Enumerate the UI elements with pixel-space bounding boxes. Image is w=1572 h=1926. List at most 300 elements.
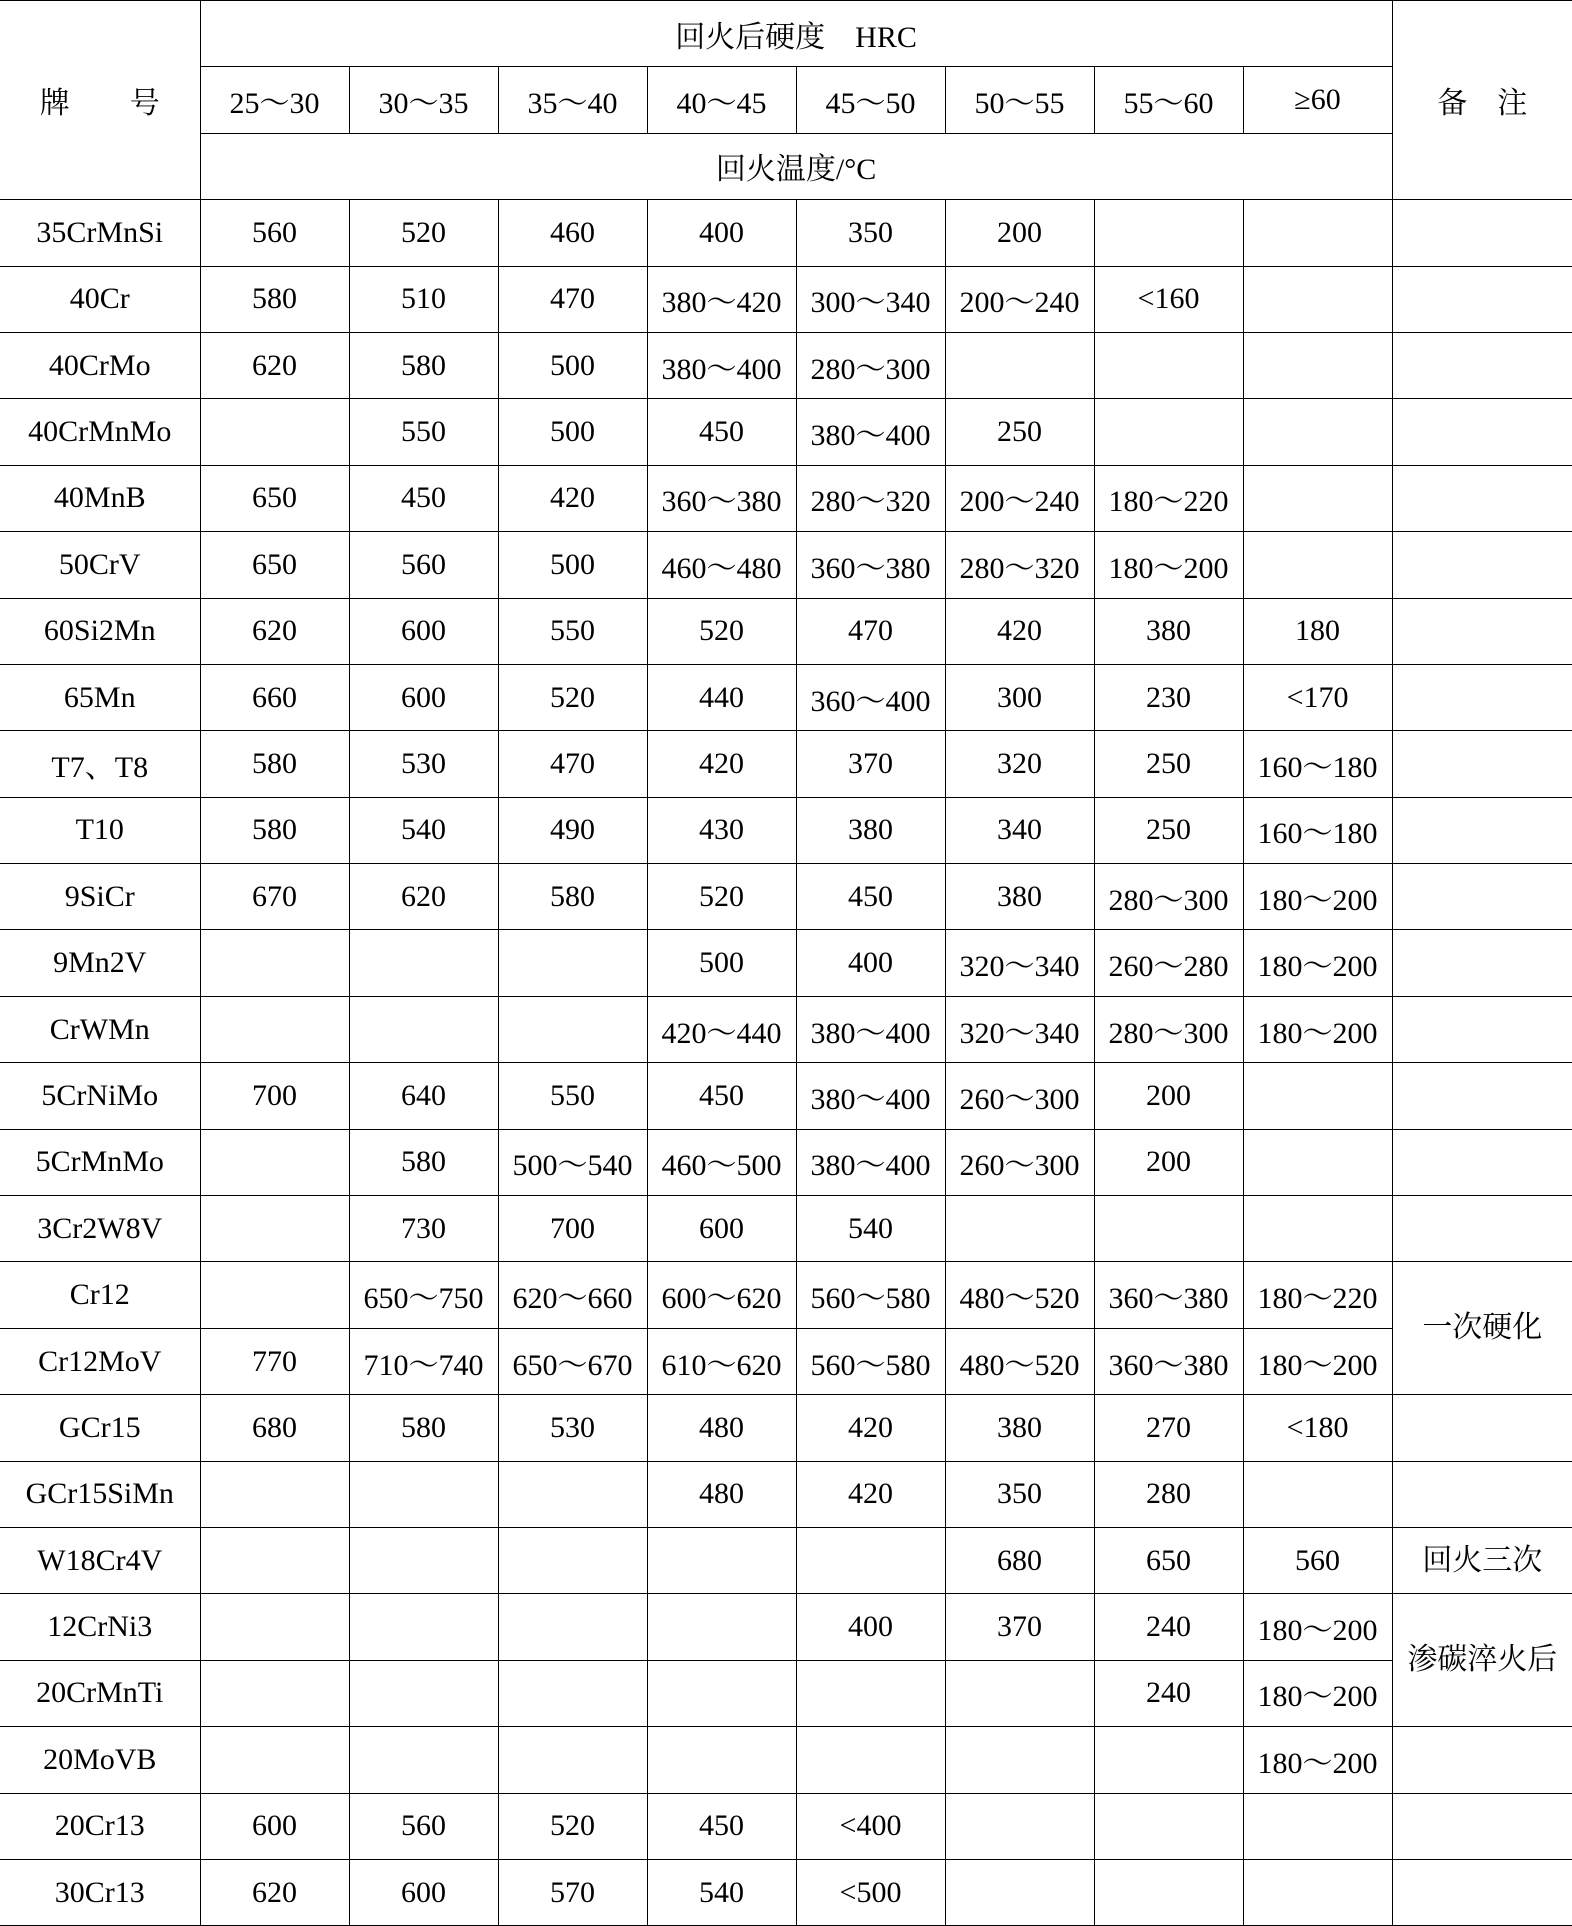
temperature-cell: 370: [796, 731, 945, 797]
remark-cell: [1392, 1727, 1572, 1793]
temperature-cell: [498, 1594, 647, 1660]
temperature-cell: 180～200: [1094, 532, 1243, 598]
grade-cell: T10: [0, 797, 200, 863]
temperature-cell: 380: [945, 1395, 1094, 1461]
remark-cell: [1392, 930, 1572, 996]
temperature-cell: 500: [498, 532, 647, 598]
temperature-cell: 520: [647, 864, 796, 930]
remark-cell: [1392, 664, 1572, 730]
header-row-1: [0, 1, 1572, 67]
grade-cell: 20CrMnTi: [0, 1660, 200, 1726]
temperature-cell: 200～240: [945, 266, 1094, 332]
temperature-cell: 530: [498, 1395, 647, 1461]
remark-cell: 回火三次: [1392, 1527, 1572, 1593]
temperature-cell: 620～660: [498, 1262, 647, 1328]
table-row: [0, 266, 1572, 332]
temperature-cell: 320: [945, 731, 1094, 797]
temperature-cell: 540: [349, 797, 498, 863]
temperature-cell: 440: [647, 664, 796, 730]
hardness-range-header: ≥60: [1243, 67, 1392, 133]
temperature-cell: [1094, 200, 1243, 266]
temperature-cell: [349, 930, 498, 996]
remark-cell: [1392, 996, 1572, 1062]
remark-cell: [1392, 465, 1572, 531]
temperature-cell: 700: [200, 1063, 349, 1129]
table-row: [0, 1727, 1572, 1793]
temperature-cell: [1243, 532, 1392, 598]
temperature-cell: 620: [200, 332, 349, 398]
table-row: [0, 1063, 1572, 1129]
temperature-cell: 560～580: [796, 1262, 945, 1328]
temperature-cell: 380: [1094, 598, 1243, 664]
temperature-cell: 540: [796, 1196, 945, 1262]
table-row: [0, 664, 1572, 730]
temperature-cell: 500: [498, 399, 647, 465]
temperature-cell: [647, 1527, 796, 1593]
grade-cell: 40Cr: [0, 266, 200, 332]
temperature-cell: 660: [200, 664, 349, 730]
temperature-cell: [200, 1129, 349, 1195]
temperature-cell: <500: [796, 1859, 945, 1925]
temperature-cell: 650: [200, 465, 349, 531]
temperature-cell: <160: [1094, 266, 1243, 332]
temperature-cell: 200: [1094, 1063, 1243, 1129]
temperature-cell: [200, 1196, 349, 1262]
temperature-cell: 500: [647, 930, 796, 996]
temperature-cell: 650: [1094, 1527, 1243, 1593]
hardness-range-header: 55～60: [1094, 67, 1243, 133]
temperature-cell: [1094, 1793, 1243, 1859]
temperature-cell: [1243, 399, 1392, 465]
temperature-cell: 180～200: [1243, 1727, 1392, 1793]
temperature-cell: [200, 930, 349, 996]
temperature-cell: 470: [796, 598, 945, 664]
temperature-cell: 250: [1094, 731, 1243, 797]
temperature-cell: 160～180: [1243, 731, 1392, 797]
table-row: [0, 1594, 1572, 1660]
temperature-cell: 650～750: [349, 1262, 498, 1328]
temperature-cell: 420: [945, 598, 1094, 664]
temperature-cell: 480～520: [945, 1262, 1094, 1328]
grade-cell: 50CrV: [0, 532, 200, 598]
temperature-cell: 470: [498, 731, 647, 797]
temperature-cell: [945, 1660, 1094, 1726]
table-row: [0, 930, 1572, 996]
grade-cell: CrWMn: [0, 996, 200, 1062]
remark-cell: [1392, 1063, 1572, 1129]
temperature-cell: [1243, 465, 1392, 531]
table-row: [0, 1660, 1572, 1726]
table-row: [0, 399, 1572, 465]
temperature-cell: 510: [349, 266, 498, 332]
temperature-cell: [200, 1594, 349, 1660]
temperature-cell: 420～440: [647, 996, 796, 1062]
temperature-cell: 180～200: [1243, 996, 1392, 1062]
temperature-cell: 250: [945, 399, 1094, 465]
table-row: [0, 797, 1572, 863]
grade-cell: 5CrMnMo: [0, 1129, 200, 1195]
temperature-cell: 600: [200, 1793, 349, 1859]
temperature-cell: 450: [647, 399, 796, 465]
temperature-cell: 550: [498, 1063, 647, 1129]
temperature-cell: 560: [200, 200, 349, 266]
temperature-cell: 380～400: [647, 332, 796, 398]
grade-cell: 60Si2Mn: [0, 598, 200, 664]
temperature-cell: 580: [349, 1395, 498, 1461]
temperature-cell: 470: [498, 266, 647, 332]
temperature-cell: [1094, 332, 1243, 398]
temperature-cell: 160～180: [1243, 797, 1392, 863]
temperature-cell: [945, 1859, 1094, 1925]
temperature-cell: 550: [349, 399, 498, 465]
temperature-cell: [945, 1196, 1094, 1262]
temperature-cell: 270: [1094, 1395, 1243, 1461]
grade-cell: Cr12MoV: [0, 1328, 200, 1394]
temperature-cell: 600: [647, 1196, 796, 1262]
table-row: [0, 1793, 1572, 1859]
temperature-cell: 200～240: [945, 465, 1094, 531]
temperature-cell: 580: [200, 797, 349, 863]
remark-cell: [1392, 598, 1572, 664]
temperature-cell: 730: [349, 1196, 498, 1262]
temperature-cell: [1243, 266, 1392, 332]
temperature-cell: [1094, 1727, 1243, 1793]
remark-cell: [1392, 1129, 1572, 1195]
temperature-cell: [1243, 1196, 1392, 1262]
temperature-cell: 620: [349, 864, 498, 930]
remark-cell: [1392, 797, 1572, 863]
temperature-cell: 380～420: [647, 266, 796, 332]
temperature-cell: 180～200: [1243, 930, 1392, 996]
temperature-cell: 520: [647, 598, 796, 664]
hardness-range-header: 45～50: [796, 67, 945, 133]
temperature-cell: [498, 1660, 647, 1726]
table-row: [0, 996, 1572, 1062]
grade-cell: 35CrMnSi: [0, 200, 200, 266]
temperature-cell: 350: [945, 1461, 1094, 1527]
grade-cell: T7、T8: [0, 731, 200, 797]
hardness-group-header: 回火后硬度 HRC: [200, 1, 1392, 67]
temperature-cell: 180～200: [1243, 1660, 1392, 1726]
temperature-cell: 250: [1094, 797, 1243, 863]
temperature-cell: 490: [498, 797, 647, 863]
table-row: [0, 1196, 1572, 1262]
temperature-cell: [1243, 1793, 1392, 1859]
temperature-cell: 360～380: [1094, 1328, 1243, 1394]
temperature-cell: 360～400: [796, 664, 945, 730]
table-row: [0, 731, 1572, 797]
temperature-cell: [796, 1527, 945, 1593]
grade-cell: 3Cr2W8V: [0, 1196, 200, 1262]
temperature-cell: <180: [1243, 1395, 1392, 1461]
temperature-cell: [498, 996, 647, 1062]
grade-cell: 65Mn: [0, 664, 200, 730]
temperature-cell: [1243, 1129, 1392, 1195]
temperature-cell: 560: [1243, 1527, 1392, 1593]
temperature-cell: [498, 1461, 647, 1527]
grade-cell: 30Cr13: [0, 1859, 200, 1925]
temperature-cell: 340: [945, 797, 1094, 863]
remark-cell: [1392, 332, 1572, 398]
temperature-cell: [498, 1727, 647, 1793]
table-row: [0, 200, 1572, 266]
temperature-cell: 230: [1094, 664, 1243, 730]
temperature-cell: 380～400: [796, 399, 945, 465]
temperature-cell: 700: [498, 1196, 647, 1262]
temperature-cell: 560: [349, 532, 498, 598]
temperature-cell: 580: [349, 332, 498, 398]
temperature-cell: <170: [1243, 664, 1392, 730]
hardness-range-header: 50～55: [945, 67, 1094, 133]
temperature-cell: 520: [498, 1793, 647, 1859]
temperature-cell: 460: [498, 200, 647, 266]
temperature-cell: 280～320: [796, 465, 945, 531]
temperature-cell: 280～300: [1094, 864, 1243, 930]
temperature-cell: 480: [647, 1461, 796, 1527]
temperature-cell: 600～620: [647, 1262, 796, 1328]
temperature-cell: 400: [647, 200, 796, 266]
hardness-range-header: 25～30: [200, 67, 349, 133]
temperature-cell: 540: [647, 1859, 796, 1925]
temperature-cell: 400: [796, 1594, 945, 1660]
grade-cell: Cr12: [0, 1262, 200, 1328]
temperature-cell: [796, 1727, 945, 1793]
temperature-cell: [200, 1461, 349, 1527]
temperature-cell: 580: [498, 864, 647, 930]
temperature-cell: 650: [200, 532, 349, 598]
temperature-cell: 560～580: [796, 1328, 945, 1394]
temperature-cell: 350: [796, 200, 945, 266]
temperature-cell: 460～500: [647, 1129, 796, 1195]
temperature-cell: 560: [349, 1793, 498, 1859]
temperature-cell: [1094, 1859, 1243, 1925]
table-row: [0, 1328, 1572, 1394]
grade-cell: 9Mn2V: [0, 930, 200, 996]
temperature-cell: [200, 1727, 349, 1793]
temperature-cell: 520: [349, 200, 498, 266]
header-row-3: [0, 133, 1572, 199]
remark-cell: [1392, 731, 1572, 797]
temperature-cell: [200, 996, 349, 1062]
temperature-cell: [1243, 1461, 1392, 1527]
temperature-cell: 320～340: [945, 996, 1094, 1062]
temperature-cell: [647, 1594, 796, 1660]
temperature-cell: [349, 1727, 498, 1793]
remark-cell: [1392, 1461, 1572, 1527]
temperature-cell: 680: [200, 1395, 349, 1461]
temperature-cell: 420: [796, 1461, 945, 1527]
grade-cell: 12CrNi3: [0, 1594, 200, 1660]
temperature-cell: 380: [796, 797, 945, 863]
hardness-range-header: 35～40: [498, 67, 647, 133]
grade-cell: 20MoVB: [0, 1727, 200, 1793]
temperature-cell: 360～380: [796, 532, 945, 598]
header-row-2: [0, 67, 1572, 133]
temperature-cell: 500～540: [498, 1129, 647, 1195]
temperature-cell: [647, 1727, 796, 1793]
table-row: [0, 1262, 1572, 1328]
temperature-cell: [1243, 332, 1392, 398]
temperature-cell: [498, 1527, 647, 1593]
temperature-cell: 650～670: [498, 1328, 647, 1394]
remark-cell: [1392, 1859, 1572, 1925]
temperature-cell: 770: [200, 1328, 349, 1394]
temperature-cell: 320～340: [945, 930, 1094, 996]
remark-cell: [1392, 399, 1572, 465]
temperature-cell: 260～280: [1094, 930, 1243, 996]
temperature-cell: [349, 1660, 498, 1726]
temperature-cell: 620: [200, 598, 349, 664]
temperature-cell: 360～380: [647, 465, 796, 531]
table-row: [0, 1859, 1572, 1925]
temperature-cell: 280～300: [796, 332, 945, 398]
temperature-cell: [1094, 1196, 1243, 1262]
temperature-cell: 400: [796, 930, 945, 996]
table-row: [0, 465, 1572, 531]
temperature-cell: [1094, 399, 1243, 465]
temperature-header: 回火温度/°C: [200, 133, 1392, 199]
table-row: [0, 1461, 1572, 1527]
table-body: [0, 200, 1572, 1926]
temperature-cell: 620: [200, 1859, 349, 1925]
temperature-cell: 380: [945, 864, 1094, 930]
temperature-cell: 380～400: [796, 1129, 945, 1195]
grade-cell: W18Cr4V: [0, 1527, 200, 1593]
temperature-cell: 180: [1243, 598, 1392, 664]
temperature-cell: [200, 1262, 349, 1328]
temperature-cell: 380～400: [796, 996, 945, 1062]
temperature-cell: 570: [498, 1859, 647, 1925]
temperature-cell: 580: [200, 731, 349, 797]
remarks-header: 备 注: [1392, 1, 1572, 200]
temperature-cell: 670: [200, 864, 349, 930]
temperature-cell: 240: [1094, 1660, 1243, 1726]
temperature-cell: [945, 332, 1094, 398]
temperature-cell: 480～520: [945, 1328, 1094, 1394]
temperature-cell: 300: [945, 664, 1094, 730]
temperature-cell: [200, 1660, 349, 1726]
grade-cell: 20Cr13: [0, 1793, 200, 1859]
grade-cell: GCr15: [0, 1395, 200, 1461]
temperature-cell: 260～300: [945, 1129, 1094, 1195]
temperature-cell: 360～380: [1094, 1262, 1243, 1328]
temperature-cell: 420: [647, 731, 796, 797]
temperature-cell: [945, 1793, 1094, 1859]
grade-cell: GCr15SiMn: [0, 1461, 200, 1527]
hardness-range-header: 30～35: [349, 67, 498, 133]
table-row: [0, 1395, 1572, 1461]
temperature-cell: 600: [349, 1859, 498, 1925]
temperature-cell: 420: [796, 1395, 945, 1461]
temperature-cell: [647, 1660, 796, 1726]
remark-cell: 渗碳淬火后: [1392, 1594, 1572, 1727]
temperature-cell: 580: [200, 266, 349, 332]
temperature-cell: 600: [349, 664, 498, 730]
temperature-cell: 430: [647, 797, 796, 863]
remark-cell: 一次硬化: [1392, 1262, 1572, 1395]
temperature-cell: <400: [796, 1793, 945, 1859]
temperature-cell: 550: [498, 598, 647, 664]
table-row: [0, 1527, 1572, 1593]
temperature-cell: [349, 1594, 498, 1660]
table-row: [0, 864, 1572, 930]
temperature-cell: 420: [498, 465, 647, 531]
grade-cell: 40CrMo: [0, 332, 200, 398]
temperature-cell: 180～200: [1243, 1594, 1392, 1660]
table-row: [0, 598, 1572, 664]
temperature-cell: 610～620: [647, 1328, 796, 1394]
grade-cell: 5CrNiMo: [0, 1063, 200, 1129]
temperature-cell: [1243, 1063, 1392, 1129]
temperature-cell: 580: [349, 1129, 498, 1195]
remark-cell: [1392, 200, 1572, 266]
grade-cell: 40CrMnMo: [0, 399, 200, 465]
table-row: [0, 332, 1572, 398]
hardness-range-header: 40～45: [647, 67, 796, 133]
remark-cell: [1392, 1793, 1572, 1859]
temperature-cell: 500: [498, 332, 647, 398]
remark-cell: [1392, 1196, 1572, 1262]
temperature-cell: [945, 1727, 1094, 1793]
temperature-cell: [1243, 1859, 1392, 1925]
temperature-cell: [200, 1527, 349, 1593]
temperature-cell: 240: [1094, 1594, 1243, 1660]
table-row: [0, 532, 1572, 598]
temperature-cell: [349, 1527, 498, 1593]
temperature-cell: [200, 399, 349, 465]
remark-cell: [1392, 532, 1572, 598]
temperature-cell: 450: [349, 465, 498, 531]
temperature-cell: 280: [1094, 1461, 1243, 1527]
temperature-cell: 380～400: [796, 1063, 945, 1129]
temperature-cell: 260～300: [945, 1063, 1094, 1129]
temperature-cell: 450: [647, 1063, 796, 1129]
temperature-cell: 200: [945, 200, 1094, 266]
temperature-cell: 180～200: [1243, 864, 1392, 930]
temperature-cell: 180～200: [1243, 1328, 1392, 1394]
temperature-cell: 450: [796, 864, 945, 930]
grade-cell: 9SiCr: [0, 864, 200, 930]
temperature-cell: 300～340: [796, 266, 945, 332]
grade-cell: 40MnB: [0, 465, 200, 531]
remark-cell: [1392, 864, 1572, 930]
temperature-cell: 710～740: [349, 1328, 498, 1394]
temperature-cell: [796, 1660, 945, 1726]
temperature-cell: 520: [498, 664, 647, 730]
temperature-cell: [1243, 200, 1392, 266]
temperature-cell: [349, 1461, 498, 1527]
temperature-cell: 600: [349, 598, 498, 664]
temperature-cell: 450: [647, 1793, 796, 1859]
temperature-cell: [498, 930, 647, 996]
remark-cell: [1392, 1395, 1572, 1461]
temperature-cell: 280～320: [945, 532, 1094, 598]
temperature-cell: 370: [945, 1594, 1094, 1660]
remark-cell: [1392, 266, 1572, 332]
table-row: [0, 1129, 1572, 1195]
temperature-cell: 530: [349, 731, 498, 797]
temperature-cell: 200: [1094, 1129, 1243, 1195]
grade-header: 牌 号: [0, 1, 200, 200]
temperature-cell: 280～300: [1094, 996, 1243, 1062]
temperature-cell: 460～480: [647, 532, 796, 598]
temperature-cell: 480: [647, 1395, 796, 1461]
temperature-cell: [349, 996, 498, 1062]
temperature-cell: 680: [945, 1527, 1094, 1593]
temperature-cell: 640: [349, 1063, 498, 1129]
temperature-cell: 180～220: [1243, 1262, 1392, 1328]
temperature-cell: 180～220: [1094, 465, 1243, 531]
